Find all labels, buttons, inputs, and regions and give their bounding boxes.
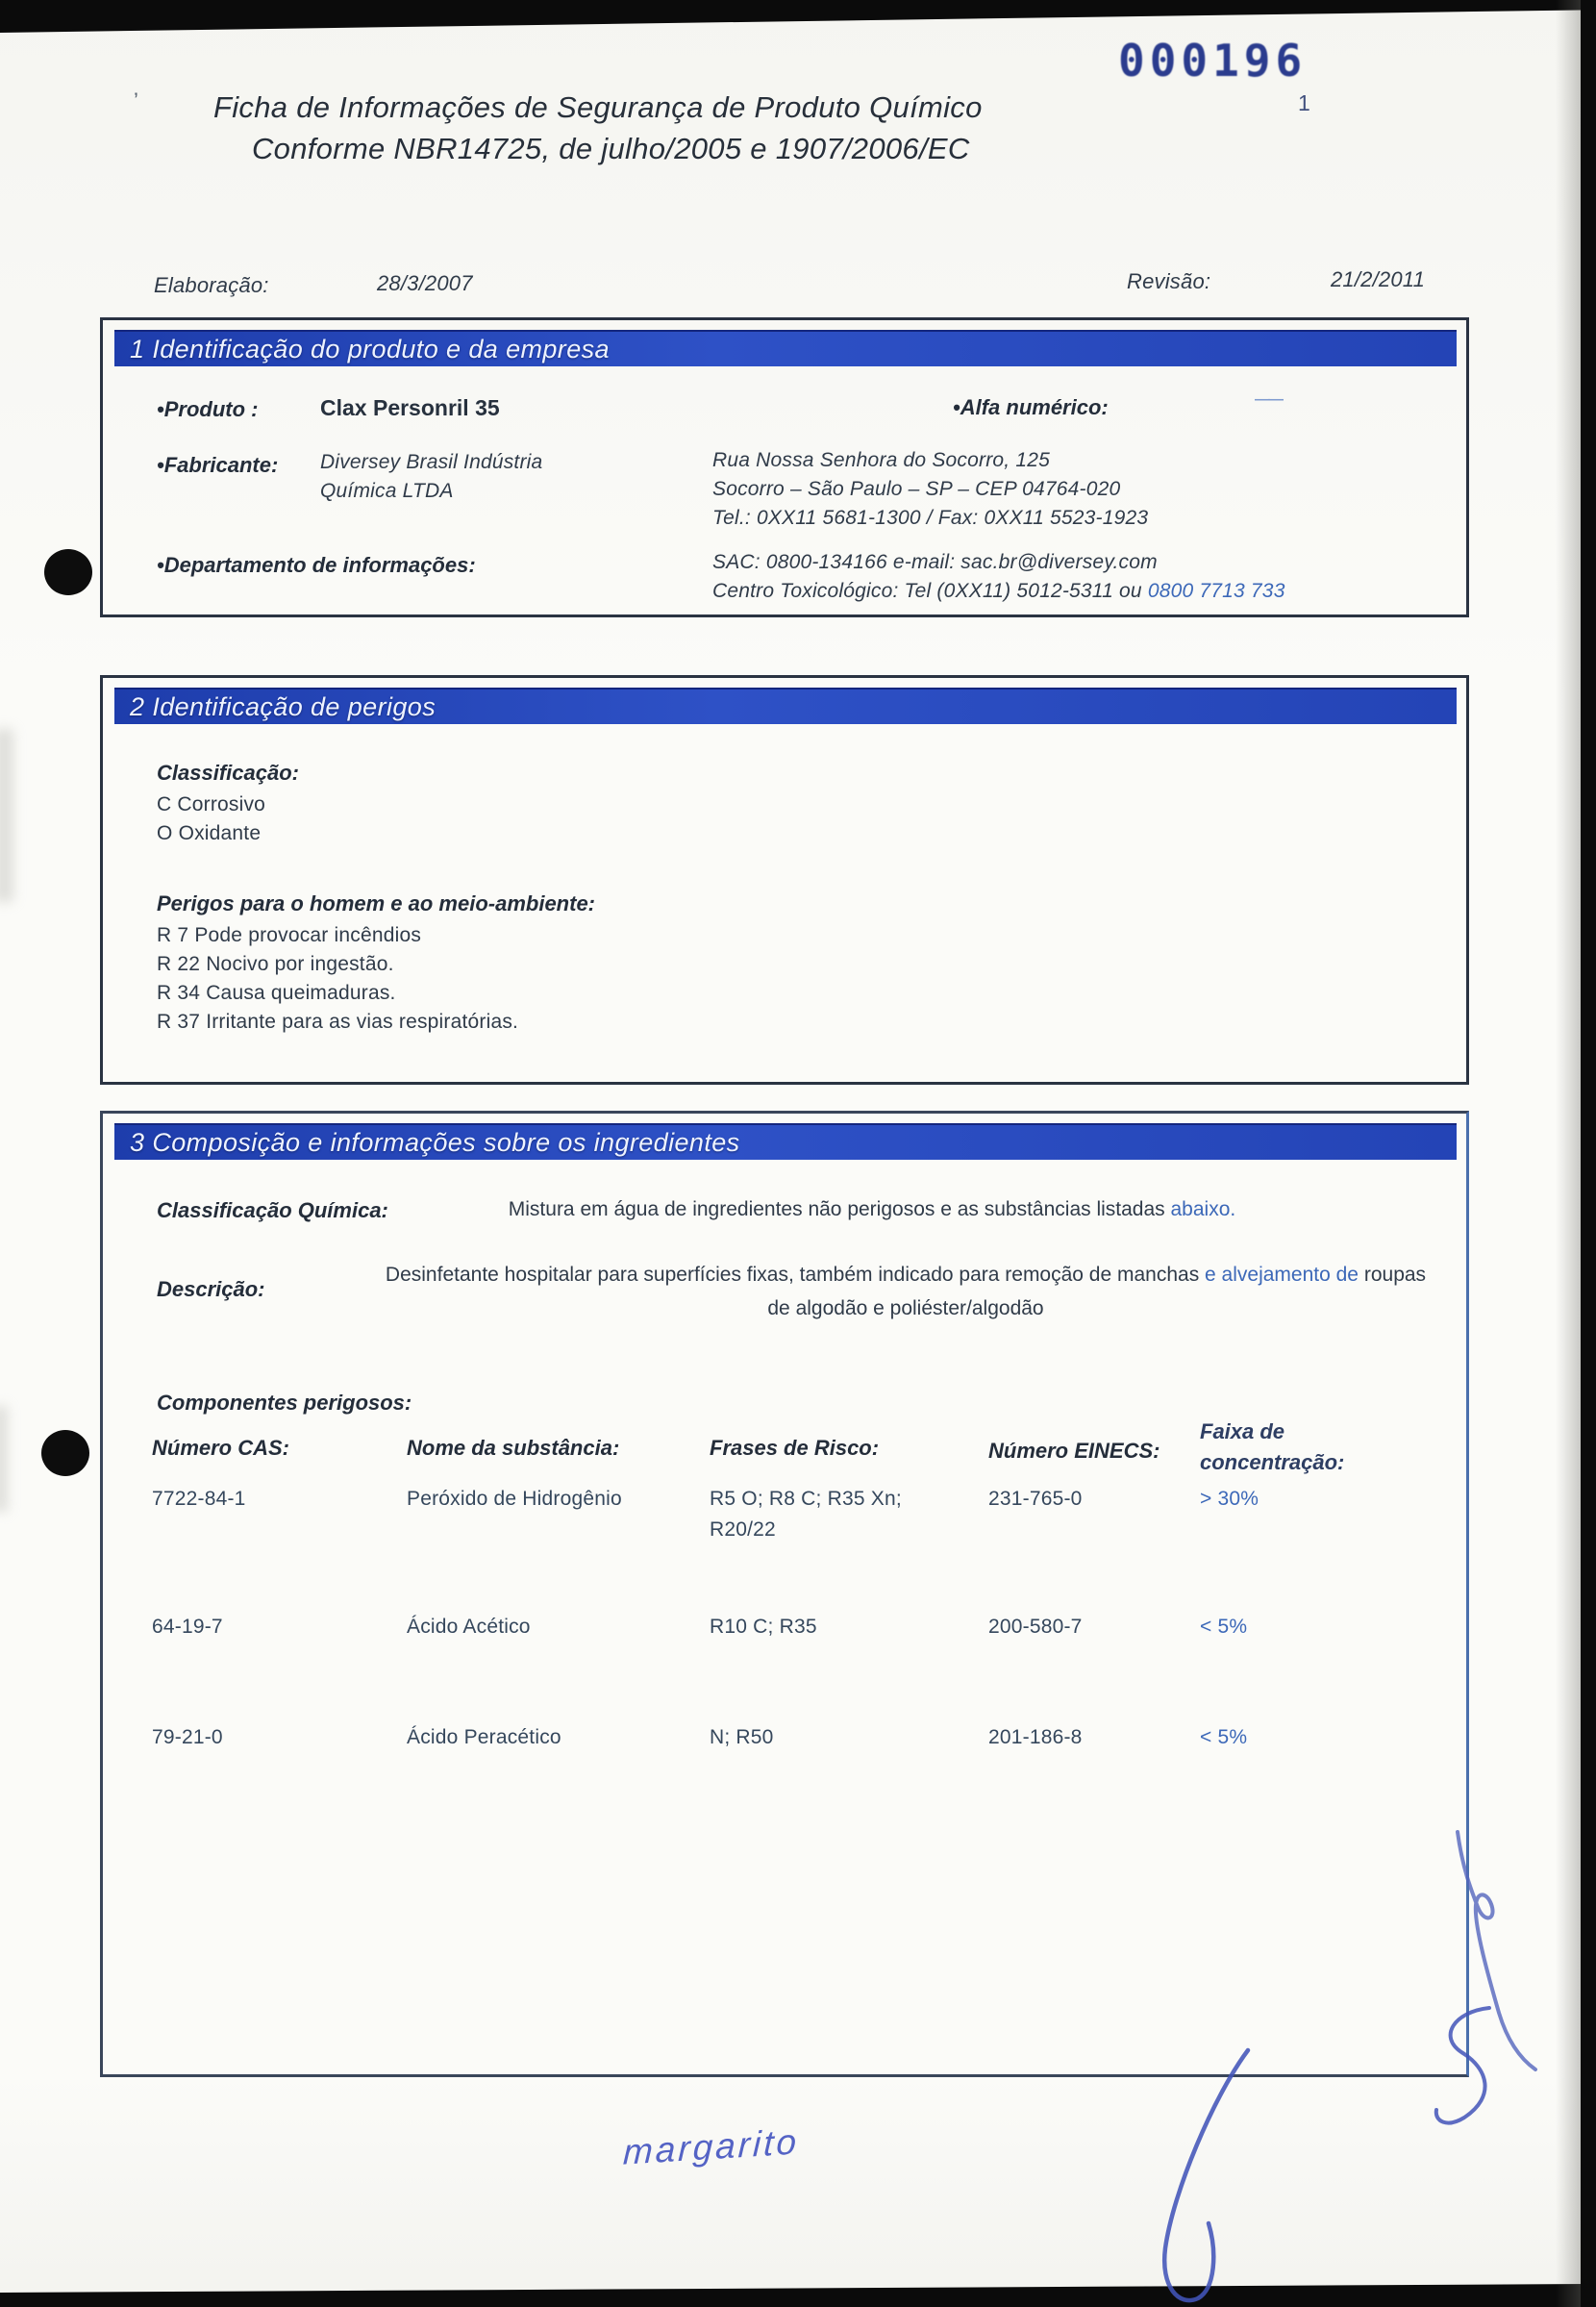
descricao-label: Descrição: [157, 1277, 265, 1301]
section2-box [100, 675, 1469, 1085]
classificacao-quimica-label: Classificação Química: [157, 1198, 388, 1222]
descricao-text [382, 1258, 1430, 1325]
margin-check-stroke [1458, 1832, 1535, 2069]
classificacao-quimica-text-blue: abaixo. [1170, 1198, 1236, 1220]
cell-nome: Peróxido de Hidrogênio [407, 1488, 622, 1510]
cell-einecs: 231-765-0 [988, 1488, 1083, 1510]
cell-cas: 64-19-7 [152, 1616, 223, 1638]
departamento-label: •Departamento de informações: [157, 553, 476, 577]
cell-frases: N; R50 [710, 1726, 774, 1748]
scan-edge-top [0, 0, 1596, 33]
fabricante-name-line2: Química LTDA [320, 480, 454, 502]
cell-frases: R5 O; R8 C; R35 Xn; [710, 1488, 902, 1510]
revisao-date: 21/2/2011 [1331, 267, 1426, 291]
revisao-label: Revisão: [1127, 269, 1211, 293]
descricao-text-line2: roupas de algodão e poliéster/algodão [767, 1264, 1427, 1319]
cell-frases-line2: R20/22 [710, 1518, 776, 1541]
cell-nome: Ácido Peracético [407, 1726, 561, 1748]
cell-frases: R10 C; R35 [710, 1616, 817, 1638]
classificacao-item: O Oxidante [157, 822, 262, 844]
produto-value: Clax Personril 35 [320, 395, 500, 420]
scan-speck: ’ [134, 88, 138, 113]
signature-ink [961, 1779, 1596, 2307]
cell-faixa: > 30% [1200, 1488, 1259, 1510]
cell-cas: 79-21-0 [152, 1726, 223, 1748]
fabricante-address-line3: Tel.: 0XX11 5681-1300 / Fax: 0XX11 5523-1923 [712, 507, 1149, 529]
punch-hole-icon [41, 1430, 89, 1476]
descricao-text-main: Desinfetante hospitalar para superfícies fixas, também indicado para remoção de manchas [385, 1264, 1206, 1286]
fabricante-address-line2: Socorro – São Paulo – SP – CEP 04764-020 [712, 478, 1121, 500]
cell-faixa: < 5% [1200, 1616, 1248, 1638]
cell-einecs: 201-186-8 [988, 1726, 1083, 1748]
col-header-frases: Frases de Risco: [710, 1436, 880, 1460]
scan-smudge [0, 1406, 8, 1512]
signature-s-stroke [1436, 2008, 1489, 2122]
produto-label: •Produto : [157, 397, 259, 421]
perigos-label: Perigos para o homem e ao meio-ambiente: [157, 891, 596, 915]
signature-loop-stroke [1164, 2050, 1248, 2300]
alfa-numerico-value: —— [1255, 391, 1282, 408]
classificacao-quimica-text [439, 1198, 1305, 1221]
section1-header-bar: 1 Identificação do produto e da empresa [114, 330, 1457, 366]
cell-einecs: 200-580-7 [988, 1616, 1083, 1638]
punch-hole-icon [44, 549, 92, 595]
perigos-item: R 7 Pode provocar incêndios [157, 924, 422, 946]
handwritten-note: margarito [622, 2121, 801, 2172]
elaboracao-date: 28/3/2007 [377, 271, 473, 295]
col-header-cas: Número CAS: [152, 1436, 290, 1460]
descricao-text-blue: e alvejamento de [1205, 1264, 1359, 1286]
sac-line: SAC: 0800-134166 e-mail: sac.br@diversey.com [712, 551, 1158, 573]
section3-header-bar: 3 Composição e informações sobre os ingredientes [114, 1123, 1457, 1160]
toxicologico-phone: 0800 7713 733 [1147, 580, 1285, 602]
col-header-faixa-line1: Faixa de [1200, 1419, 1285, 1443]
alfa-numerico-label: •Alfa numérico: [953, 395, 1109, 419]
col-header-nome: Nome da substância: [407, 1436, 620, 1460]
componentes-label: Componentes perigosos: [157, 1391, 412, 1415]
perigos-item: R 22 Nocivo por ingestão. [157, 953, 394, 975]
col-header-faixa-line2: concentração: [1200, 1450, 1345, 1474]
document-title-line2: Conforme NBR14725, de julho/2005 e 1907/2006/EC [252, 132, 970, 165]
toxicologico-text: Centro Toxicológico: Tel (0XX11) 5012-5311 ou [712, 580, 1148, 602]
col-header-einecs: Número EINECS: [988, 1439, 1160, 1463]
fabricante-name-line1: Diversey Brasil Indústria [320, 451, 543, 473]
classificacao-quimica-text-main: Mistura em água de ingredientes não perigosos e as substâncias listadas [508, 1198, 1171, 1220]
document-title-line1: Ficha de Informações de Segurança de Produto Químico [213, 90, 983, 124]
fabricante-label: •Fabricante: [157, 453, 279, 477]
scan-smudge [0, 729, 13, 902]
page-number: 1 [1298, 90, 1310, 115]
section2-header-bar: 2 Identificação de perigos [114, 688, 1457, 724]
cell-cas: 7722-84-1 [152, 1488, 246, 1510]
fabricante-address-line1: Rua Nossa Senhora do Socorro, 125 [712, 449, 1050, 471]
elaboracao-label: Elaboração: [154, 273, 269, 297]
section1-box [100, 317, 1469, 617]
perigos-item: R 37 Irritante para as vias respiratórias. [157, 1011, 519, 1033]
cell-nome: Ácido Acético [407, 1616, 531, 1638]
stamp-number: 000196 [1118, 35, 1308, 87]
cell-faixa: < 5% [1200, 1726, 1248, 1748]
classificacao-label: Classificação: [157, 761, 299, 785]
classificacao-item: C Corrosivo [157, 793, 266, 815]
toxicologico-line [712, 580, 1285, 603]
perigos-item: R 34 Causa queimaduras. [157, 982, 396, 1004]
